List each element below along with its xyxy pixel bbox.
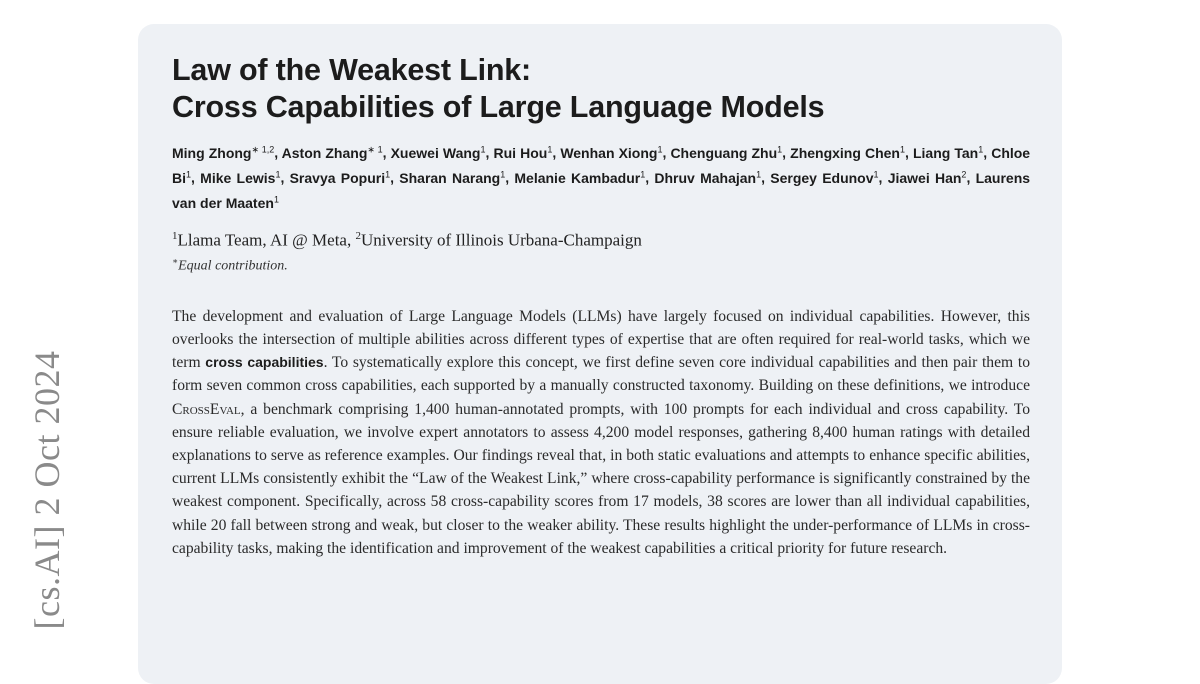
author-affiliation-marker: 1 — [756, 169, 762, 180]
paper-title-line-2: Cross Capabilities of Large Language Models — [172, 90, 825, 124]
paper-title — [172, 52, 1030, 126]
author-name: Chenguang Zhu — [670, 144, 778, 161]
author-affiliation-marker: 1 — [186, 169, 192, 180]
author-name: Laurens van der Maaten — [172, 169, 1031, 211]
author-name: Mike Lewis — [200, 169, 276, 186]
author-name: Sergey Edunov — [770, 169, 874, 186]
author-affiliation-marker: 1 — [273, 194, 279, 205]
author-affiliation-marker: 1 — [978, 144, 984, 154]
author-name: Chloe Bi — [172, 144, 1031, 186]
author-name: Jiawei Han — [887, 169, 962, 186]
abstract-part-3: , a benchmark comprising 1,400 human-annotated prompts, with 100 prompts for each individual and cross capability. To ensure reliable evaluation, we involve expert annotators to assess 4,200 model responses, gathering 8,400 human ratings with detailed explanations to serve as reference examples. Our findings reveal that, in both static evaluations and attempts to enhance specific abilities, current LLMs consistently exhibit the “Law of the Weakest Link,” where cross-capability performance is significantly constrained by the weakest component. Specifically, across 58 cross-capability scores from 17 models, 38 scores are lower than all individual capabilities, while 20 fall between strong and weak, but closer to the weaker ability. These results highlight the under-performance of LLMs in cross-capability tasks, making the identification and improvement of the weakest capabilities a critical priority for future research. — [172, 400, 1030, 557]
equal-contribution-text: Equal contribution. — [178, 258, 288, 274]
author-affiliation-marker: 1 — [480, 144, 486, 154]
arxiv-stamp-text: [cs.AI] 2 Oct 2024 — [27, 350, 67, 630]
author-affiliation-marker: 1 — [657, 144, 663, 154]
author-name: Wenhan Xiong — [560, 144, 658, 161]
author-affiliation-marker: 1 — [777, 144, 783, 154]
author-name: Dhruv Mahajan — [654, 169, 757, 186]
author-name: Sravya Popuri — [289, 169, 386, 186]
author — [770, 170, 878, 186]
author-name: Ming Zhong — [172, 144, 252, 161]
author — [913, 145, 983, 161]
affiliation-1: Llama Team, AI @ Meta, — [177, 231, 356, 251]
benchmark-name: CrossEval — [172, 400, 241, 418]
author-affiliation-marker: ∗ 1 — [367, 144, 383, 154]
author — [391, 145, 486, 161]
arxiv-identifier-stamp — [12, 340, 82, 640]
author — [493, 145, 552, 161]
author — [200, 170, 280, 186]
author-affiliation-marker: ∗ 1,2 — [251, 144, 275, 154]
author — [888, 170, 967, 186]
author-name: Zhengxing Chen — [790, 144, 900, 161]
affiliation-2-marker: 2 — [355, 230, 361, 243]
author-list: Ming Zhong$^{∗ 1,2}$, Aston Zhang$^{∗ 1}$, Xuewei Wang$^1$, Rui Hou$^1$, Wenhan Xiong$^1$, Chenguang Zhu$^1$, Zhengxing Chen$^1$, Liang Tan$^1$, Chloe Bi$^1$, Mike Lewis$^1$, Sravya Popuri$^1$, Sharan Narang$^1$, Melanie Kambadur$^1$, Dhruv Mahajan$^1$, Sergey Edunov$^1$, Jiawei Han$^2$, Laurens van der Maaten$^1$ — [172, 144, 1031, 211]
author — [654, 170, 761, 186]
author — [399, 170, 505, 186]
author-affiliation-marker: 1 — [873, 169, 879, 180]
author-name: Xuewei Wang — [390, 144, 481, 161]
author-affiliation-marker: 1 — [385, 169, 391, 180]
author-name: Sharan Narang — [399, 169, 501, 186]
paper-title-line-1: Law of the Weakest Link: — [172, 53, 532, 87]
author-name: Aston Zhang — [281, 144, 368, 161]
author — [290, 170, 391, 186]
author-affiliation-marker: 2 — [961, 169, 967, 180]
abstract-part-1: The development and evaluation of Large Language Models (LLMs) have largely focused on individual capabilities. However, this overlooks the intersection of multiple abilities across different types of expertise that are often required for real-world tasks, which we term — [172, 307, 1030, 372]
author-name: Liang Tan — [912, 144, 979, 161]
author-affiliation-marker: 1 — [899, 144, 905, 154]
affiliations — [172, 225, 1030, 252]
affiliation-2: University of Illinois Urbana-Champaign — [360, 231, 642, 251]
abstract-part-2: . To systematically explore this concept, we first define seven core individual capabilities and then pair them to form seven common cross capabilities, each supported by a manually constructed taxonomy. Building on these definitions, we introduce — [172, 354, 1030, 395]
abstract-key-term: cross capabilities — [205, 354, 324, 371]
author — [282, 145, 383, 161]
author-affiliation-marker: 1 — [275, 169, 281, 180]
equal-contribution-note — [172, 252, 1030, 276]
abstract — [172, 305, 1030, 560]
author — [514, 170, 645, 186]
author — [670, 145, 782, 161]
equal-contribution-marker: ∗ — [172, 256, 179, 267]
author-affiliation-marker: 1 — [640, 169, 646, 180]
paper-header — [172, 52, 1030, 560]
author-name: Rui Hou — [493, 144, 548, 161]
author — [790, 145, 905, 161]
author — [172, 145, 274, 161]
affiliation-1-marker: 1 — [172, 230, 178, 243]
author-name: Melanie Kambadur — [514, 169, 641, 186]
author — [560, 145, 662, 161]
author-affiliation-marker: 1 — [547, 144, 553, 154]
author-affiliation-marker: 1 — [500, 169, 506, 180]
